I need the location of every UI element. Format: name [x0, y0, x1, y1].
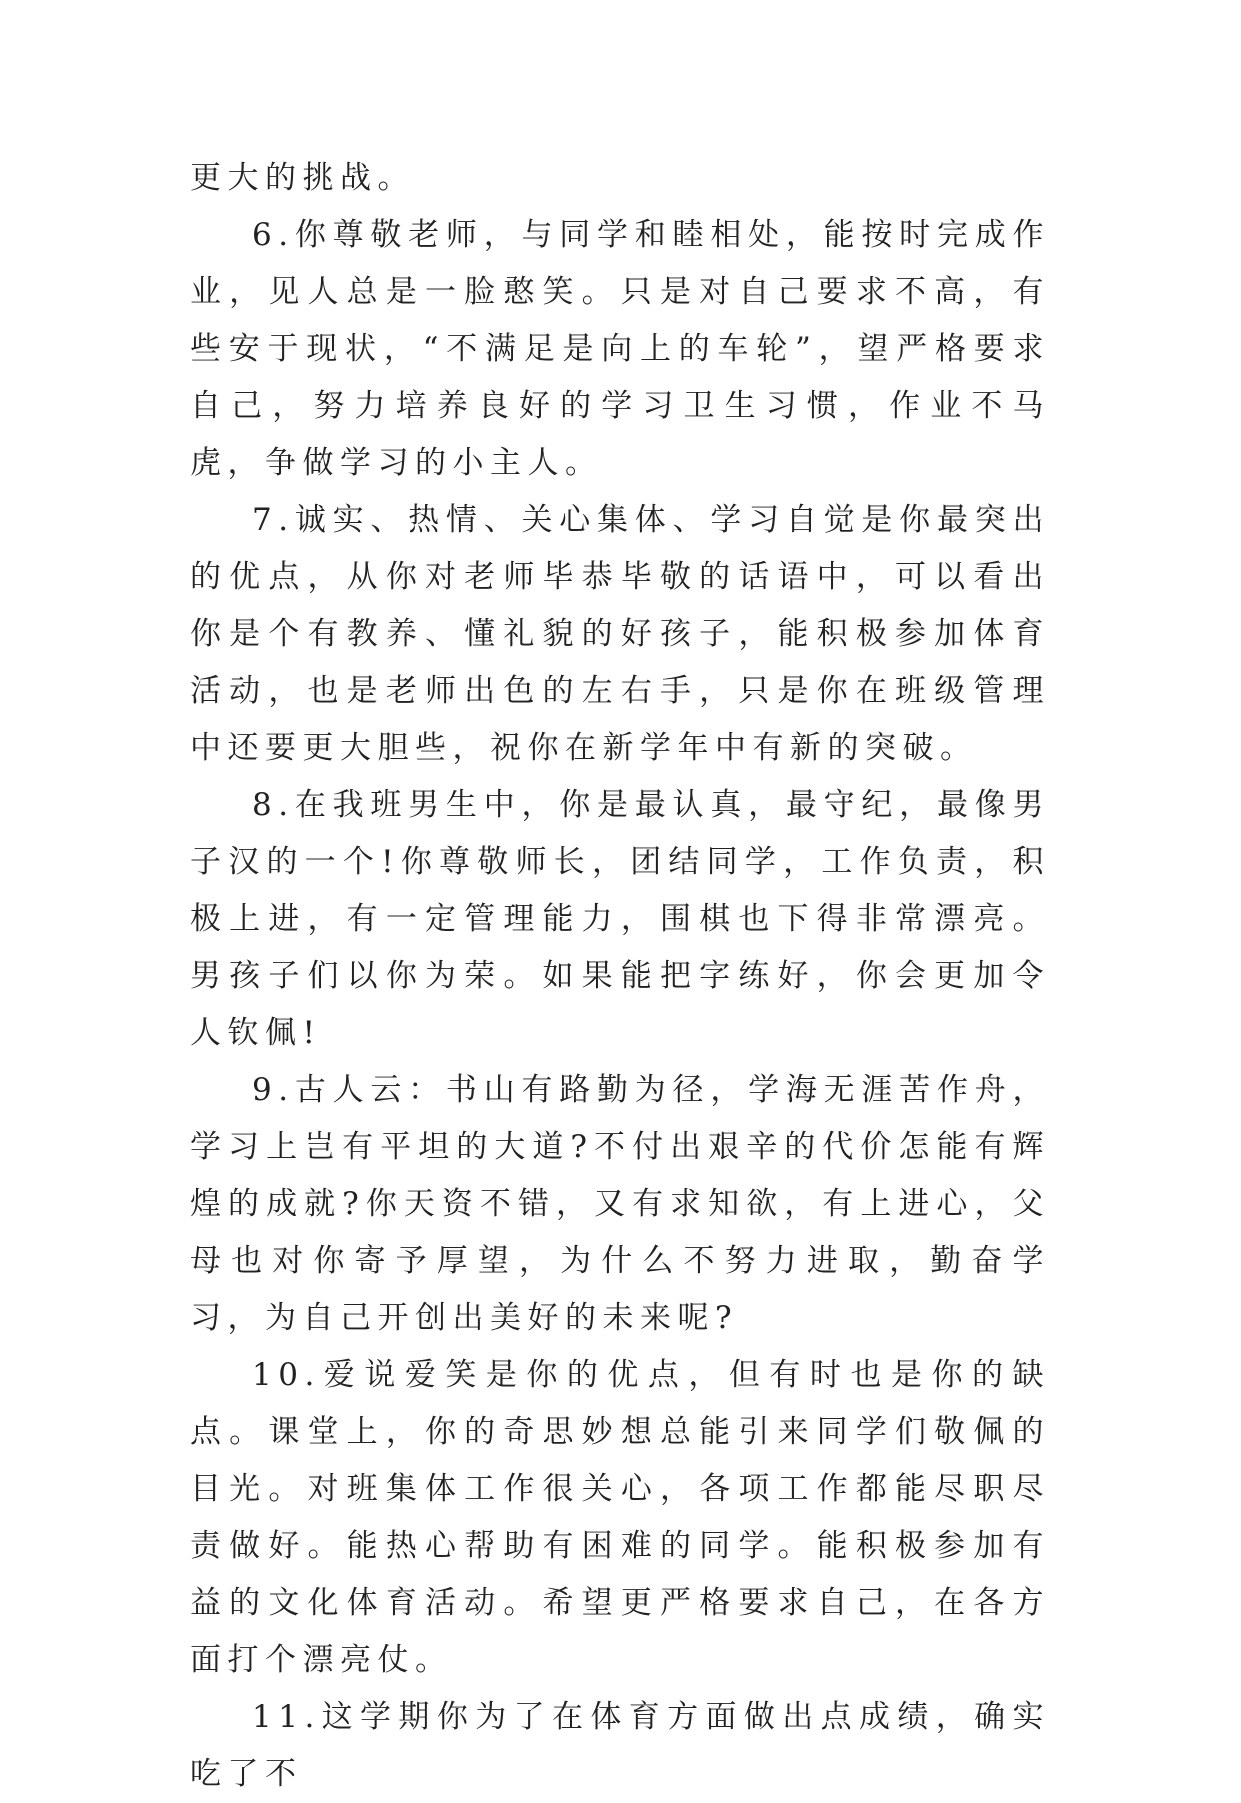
paragraph-comment-11: 11.这学期你为了在体育方面做出点成绩，确实吃了不 — [190, 1699, 1050, 1792]
paragraph-comment-10: 10.爱说爱笑是你的优点，但有时也是你的缺点。课堂上，你的奇思妙想总能引来同学们敬佩的目光。对班集体工作很关心，各项工作都能尽职尽责做好。能热心帮助有困难的同学。能积极参加有益的文化体育活动。希望更严格要求自己，在各方面打个漂亮仗。 — [190, 1357, 1050, 1678]
paragraph-continuation: 更大的挑战。 — [190, 160, 415, 196]
document-page — [190, 150, 1050, 1803]
paragraph-comment-6: 6.你尊敬老师，与同学和睦相处，能按时完成作业，见人总是一脸憨笑。只是对自己要求不高，有些安于现状，“不满足是向上的车轮”，望严格要求自己，努力培养良好的学习卫生习惯，作业不马虎，争做学习的小主人。 — [190, 217, 1050, 481]
paragraph-comment-8: 8.在我班男生中，你是最认真，最守纪，最像男子汉的一个!你尊敬师长，团结同学，工作负责，积极上进，有一定管理能力，围棋也下得非常漂亮。男孩子们以你为荣。如果能把字练好，你会更加令人钦佩! — [190, 787, 1050, 1051]
paragraph-comment-7: 7.诚实、热情、关心集体、学习自觉是你最突出的优点，从你对老师毕恭毕敬的话语中，可以看出你是个有教养、懂礼貌的好孩子，能积极参加体育活动，也是老师出色的左右手，只是你在班级管理中还要更大胆些，祝你在新学年中有新的突破。 — [190, 502, 1050, 766]
paragraph-comment-9: 9.古人云：书山有路勤为径，学海无涯苦作舟，学习上岂有平坦的大道?不付出艰辛的代价怎能有辉煌的成就?你天资不错，又有求知欲，有上进心，父母也对你寄予厚望，为什么不努力进取，勤奋学习，为自己开创出美好的未来呢? — [190, 1072, 1050, 1336]
